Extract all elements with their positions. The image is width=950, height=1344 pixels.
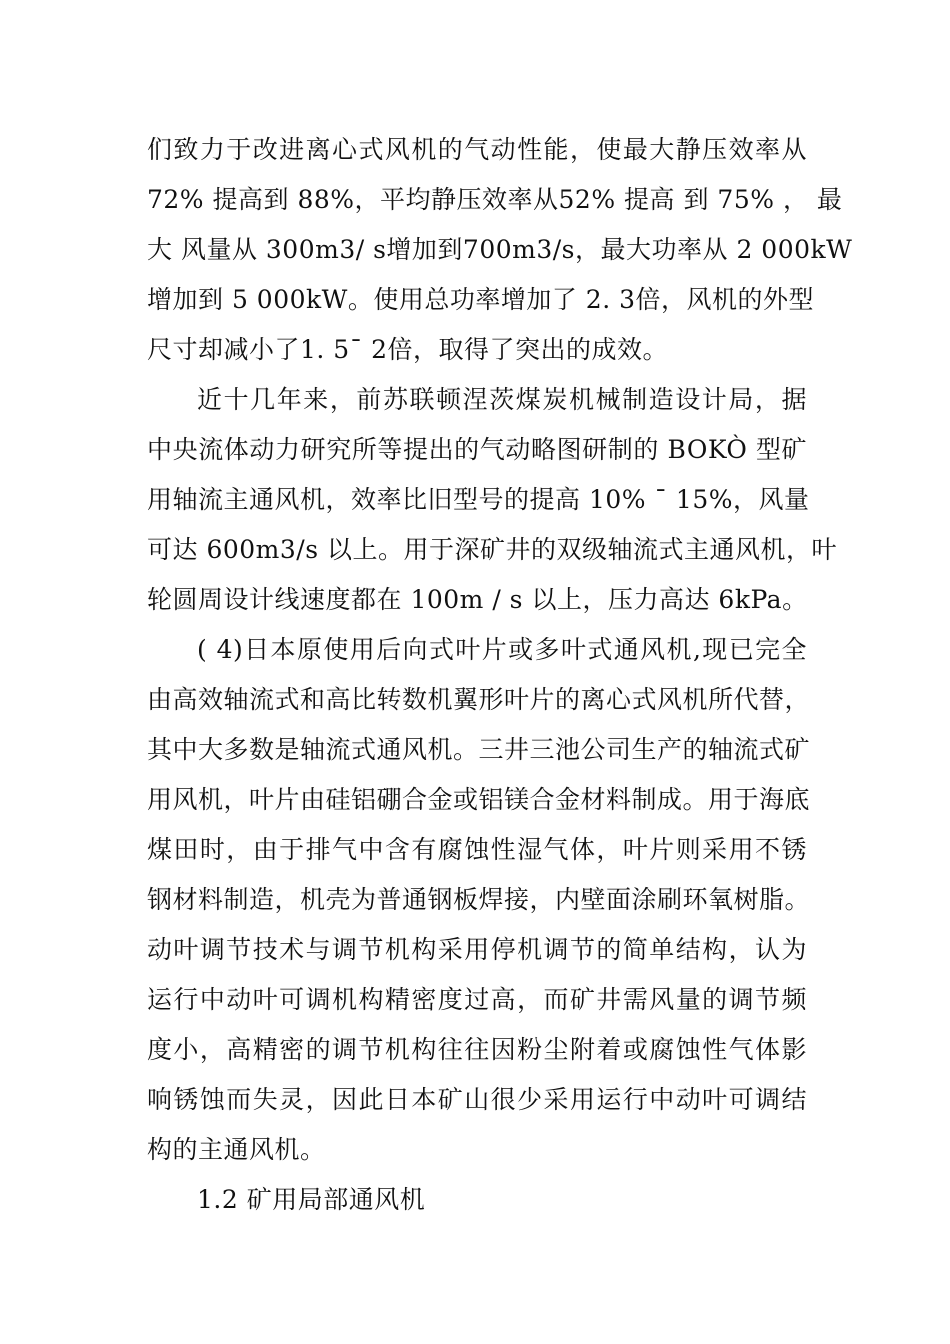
- text-line-8: 用轴流主通风机，效率比旧型号的提高 10% ¯ 15%，风量: [147, 485, 810, 514]
- text-line-6: 近十几年来，前苏联顿涅茨煤炭机械制造设计局，据: [197, 385, 807, 414]
- text-line-17: 动叶调节技术与调节机构采用停机调节的简单结构，认为: [147, 935, 807, 964]
- text-line-7: 中央流体动力研究所等提出的气动略图研制的 BOKÒ 型矿: [147, 435, 807, 464]
- text-line-19: 度小，高精密的调节机构往往因粉尘附着或腐蚀性气体影: [147, 1035, 807, 1064]
- text-line-9: 可达 600m3/s 以上。用于深矿井的双级轴流式主通风机，叶: [147, 535, 837, 564]
- text-line-14: 用风机，叶片由硅铝硼合金或铝镁合金材料制成。用于海底: [147, 785, 811, 814]
- section-heading: 1.2 矿用局部通风机: [197, 1185, 426, 1214]
- text-line-16: 钢材料制造，机壳为普通钢板焊接，内壁面涂刷环氧树脂。: [147, 885, 811, 914]
- text-line-13: 其中大多数是轴流式通风机。三井三池公司生产的轴流式矿: [147, 735, 811, 764]
- text-line-1: 们致力于改进离心式风机的气动性能，使最大静压效率从: [147, 135, 807, 164]
- text-line-3: 大 风量从 300m3/ s增加到700m3/s，最大功率从 2 000kW: [147, 235, 853, 264]
- text-line-15: 煤田时，由于排气中含有腐蚀性湿气体，叶片则采用不锈: [147, 835, 807, 864]
- text-line-2: 72% 提高到 88%，平均静压效率从52% 提高 到 75% ， 最: [147, 185, 843, 214]
- text-line-21: 构的主通风机。: [147, 1135, 326, 1164]
- text-line-11: ( 4)日本原使用后向式叶片或多叶式通风机,现已完全: [197, 635, 807, 664]
- text-line-12: 由高效轴流式和高比转数机翼形叶片的离心式风机所代替，: [147, 685, 811, 714]
- text-line-20: 响锈蚀而失灵，因此日本矿山很少采用运行中动叶可调结: [147, 1085, 807, 1114]
- text-line-10: 轮圆周设计线速度都在 100m / s 以上，压力高达 6kPa。: [147, 585, 808, 614]
- text-line-4: 增加到 5 000kW。使用总功率增加了 2. 3倍，风机的外型: [147, 285, 815, 314]
- text-line-18: 运行中动叶可调机构精密度过高，而矿井需风量的调节频: [147, 985, 807, 1014]
- text-line-5: 尺寸却减小了1. 5¯ 2倍，取得了突出的成效。: [147, 335, 669, 364]
